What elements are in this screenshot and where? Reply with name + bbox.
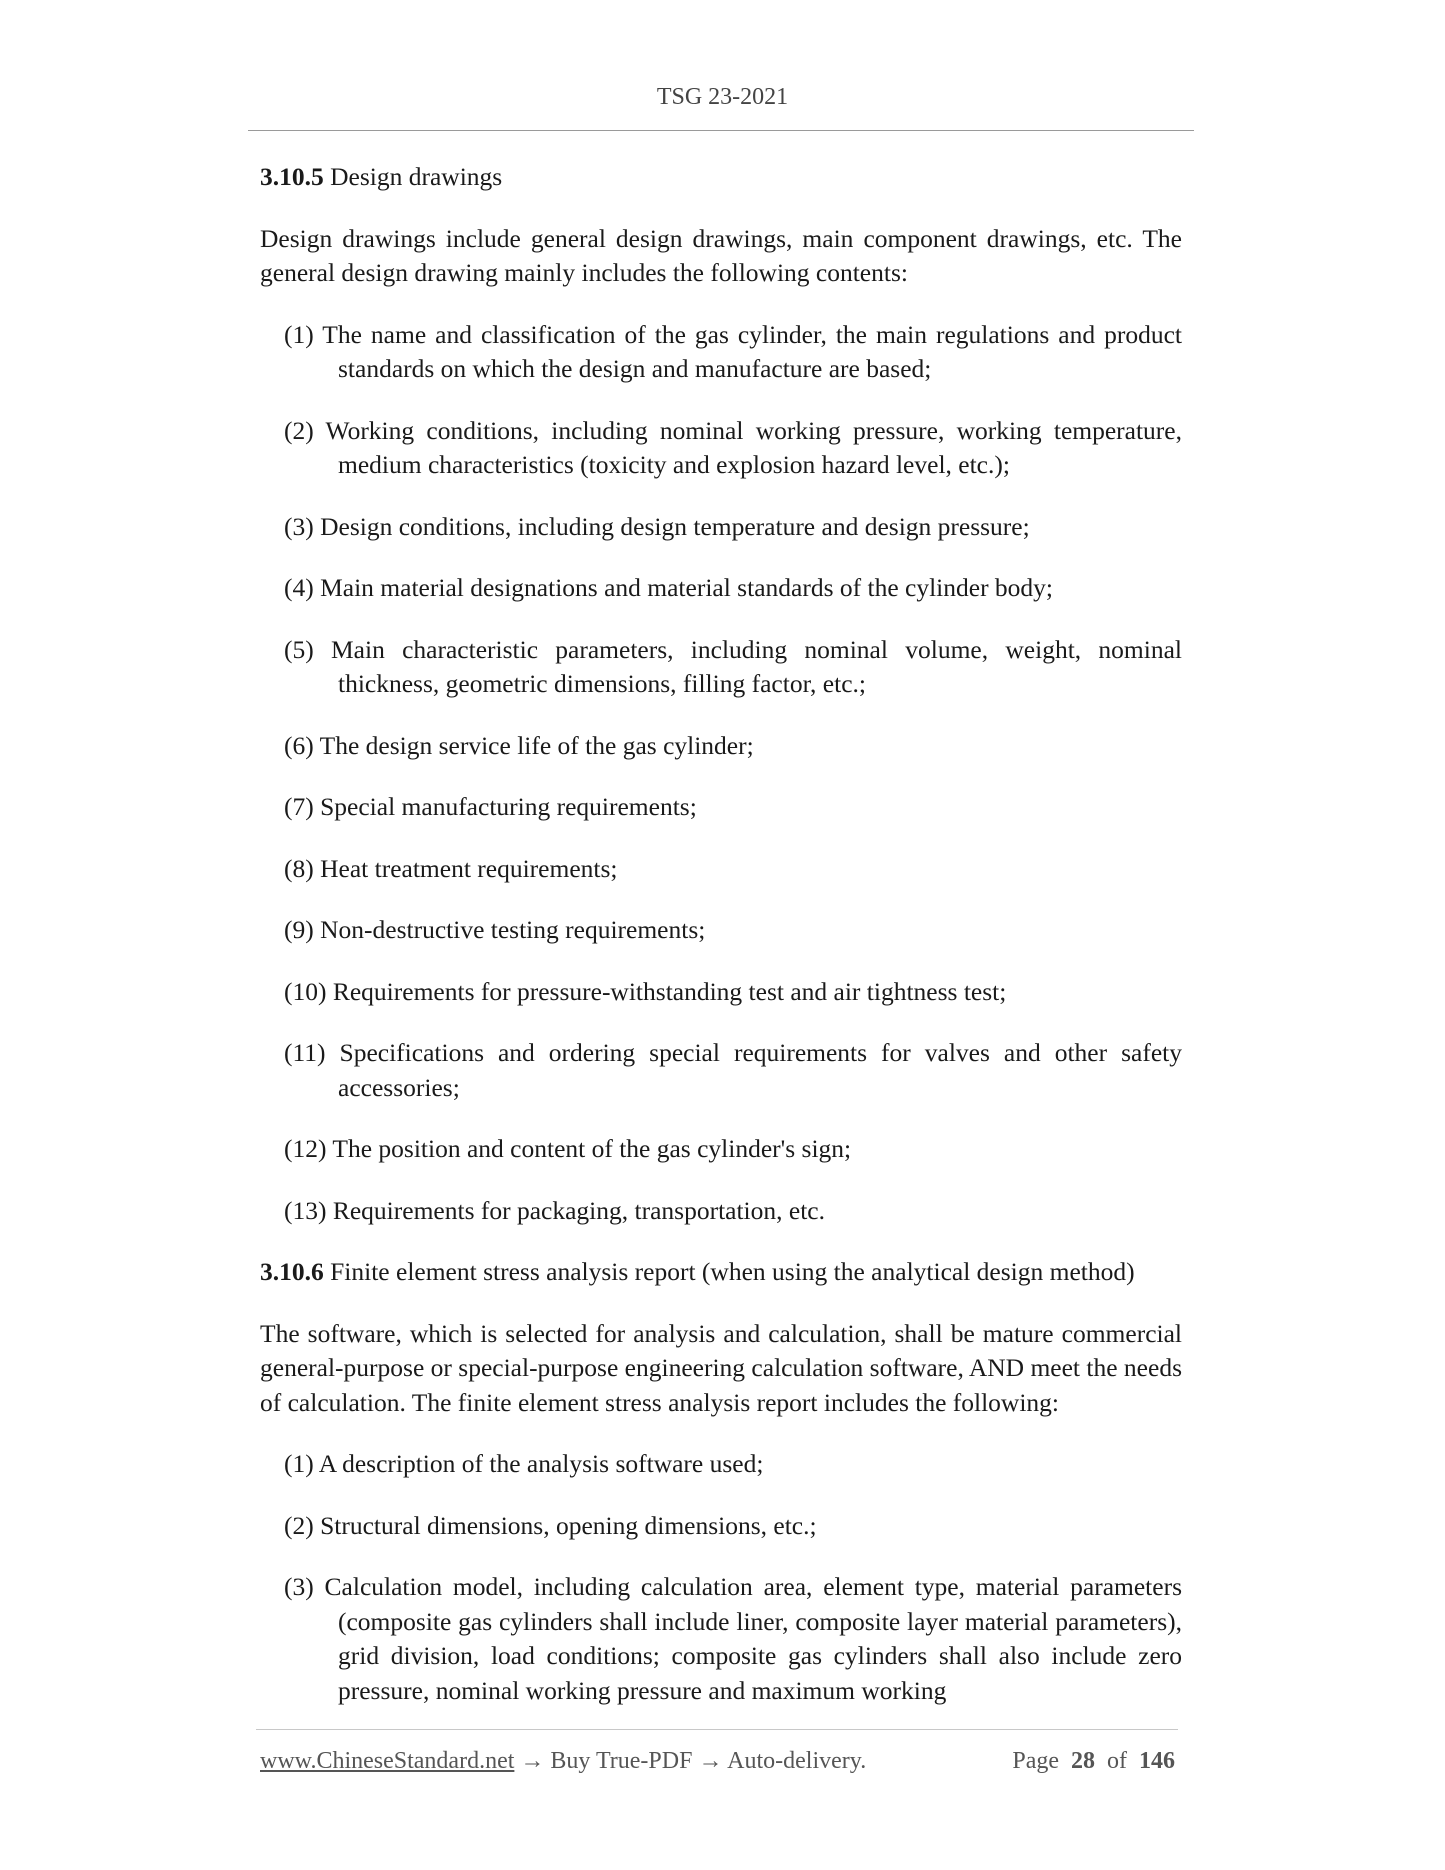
list-item: (4) Main material designations and material standards of the cylinder body; <box>284 573 1054 602</box>
list-item: (9) Non-destructive testing requirements; <box>284 915 706 944</box>
page-word: Page <box>1012 1748 1059 1774</box>
arrow-icon: → <box>692 1748 728 1774</box>
arrow-icon: → <box>514 1748 551 1774</box>
list-item: (5) Main characteristic parameters, including nominal volume, weight, nominal thickness, geometric dimensions, filling factor, etc.; <box>284 634 1182 698</box>
section-number: 3.10.5 <box>260 162 324 191</box>
header-doc-code: TSG 23-2021 <box>656 84 789 110</box>
buy-pdf-text: Buy True-PDF <box>550 1748 693 1774</box>
list-item: (3) Design conditions, including design temperature and design pressure; <box>284 511 1030 541</box>
list-item: (10) Requirements for pressure-withstanding test and air tightness test; <box>284 976 1007 1006</box>
site-link[interactable]: www.ChineseStandard.net <box>260 1748 515 1774</box>
list-item: (6) The design service life of the gas cylinder; <box>284 730 754 760</box>
section-title: Finite element stress analysis report (when using the analytical design method) <box>323 1257 1135 1286</box>
list-item: (13) Requirements for packaging, transportation, etc. <box>284 1195 825 1225</box>
page-total: 146 <box>1139 1748 1175 1774</box>
page-content <box>260 160 1182 1735</box>
page-indicator <box>1012 1748 1175 1775</box>
list-item: (2) Structural dimensions, opening dimensions, etc.; <box>284 1510 817 1540</box>
list-item: (7) Special manufacturing requirements; <box>284 792 697 821</box>
list-item: (12) The position and content of the gas cylinder's sign; <box>284 1134 852 1163</box>
section-3-10-5-intro: Design drawings include general design drawings, main component drawings, etc. The general design drawing mainly includes the following contents: <box>260 223 1182 287</box>
list-item: (2) Working conditions, including nominal working pressure, working temperature, medium characteristics (toxicity and explosion hazard level, etc.); <box>284 415 1182 479</box>
section-number: 3.10.6 <box>260 1257 324 1286</box>
list-item: (8) Heat treatment requirements; <box>284 853 618 883</box>
page-current: 28 <box>1071 1748 1095 1774</box>
list-item: (1) The name and classification of the gas cylinder, the main regulations and product standards on which the design and manufacture are based; <box>284 319 1182 383</box>
section-3-10-6-heading <box>260 1255 1182 1290</box>
list-item: (3) Calculation model, including calculation area, element type, material parameters (composite gas cylinders shall include liner, composite layer material parameters), grid division, load conditions; composite gas cylinders shall also include zero pressure, nominal working pressure and maximum working <box>284 1572 1182 1705</box>
of-word: of <box>1107 1748 1127 1774</box>
auto-delivery-text: Auto-delivery. <box>727 1748 867 1774</box>
footer <box>260 1748 1175 1775</box>
list-item: (1) A description of the analysis software used; <box>284 1449 764 1478</box>
header-divider <box>248 130 1194 131</box>
section-3-10-5-heading <box>260 160 1182 195</box>
section-3-10-6-intro: The software, which is selected for analysis and calculation, shall be mature commercial general-purpose or special-purpose engineering calculation software, AND meet the needs of calculation. The finite element stress analysis report includes the following: <box>260 1318 1182 1417</box>
section-title: Design drawings <box>323 162 503 191</box>
list-item: (11) Specifications and ordering special requirements for valves and other safety accessories; <box>284 1038 1182 1102</box>
footer-divider <box>256 1729 1178 1730</box>
